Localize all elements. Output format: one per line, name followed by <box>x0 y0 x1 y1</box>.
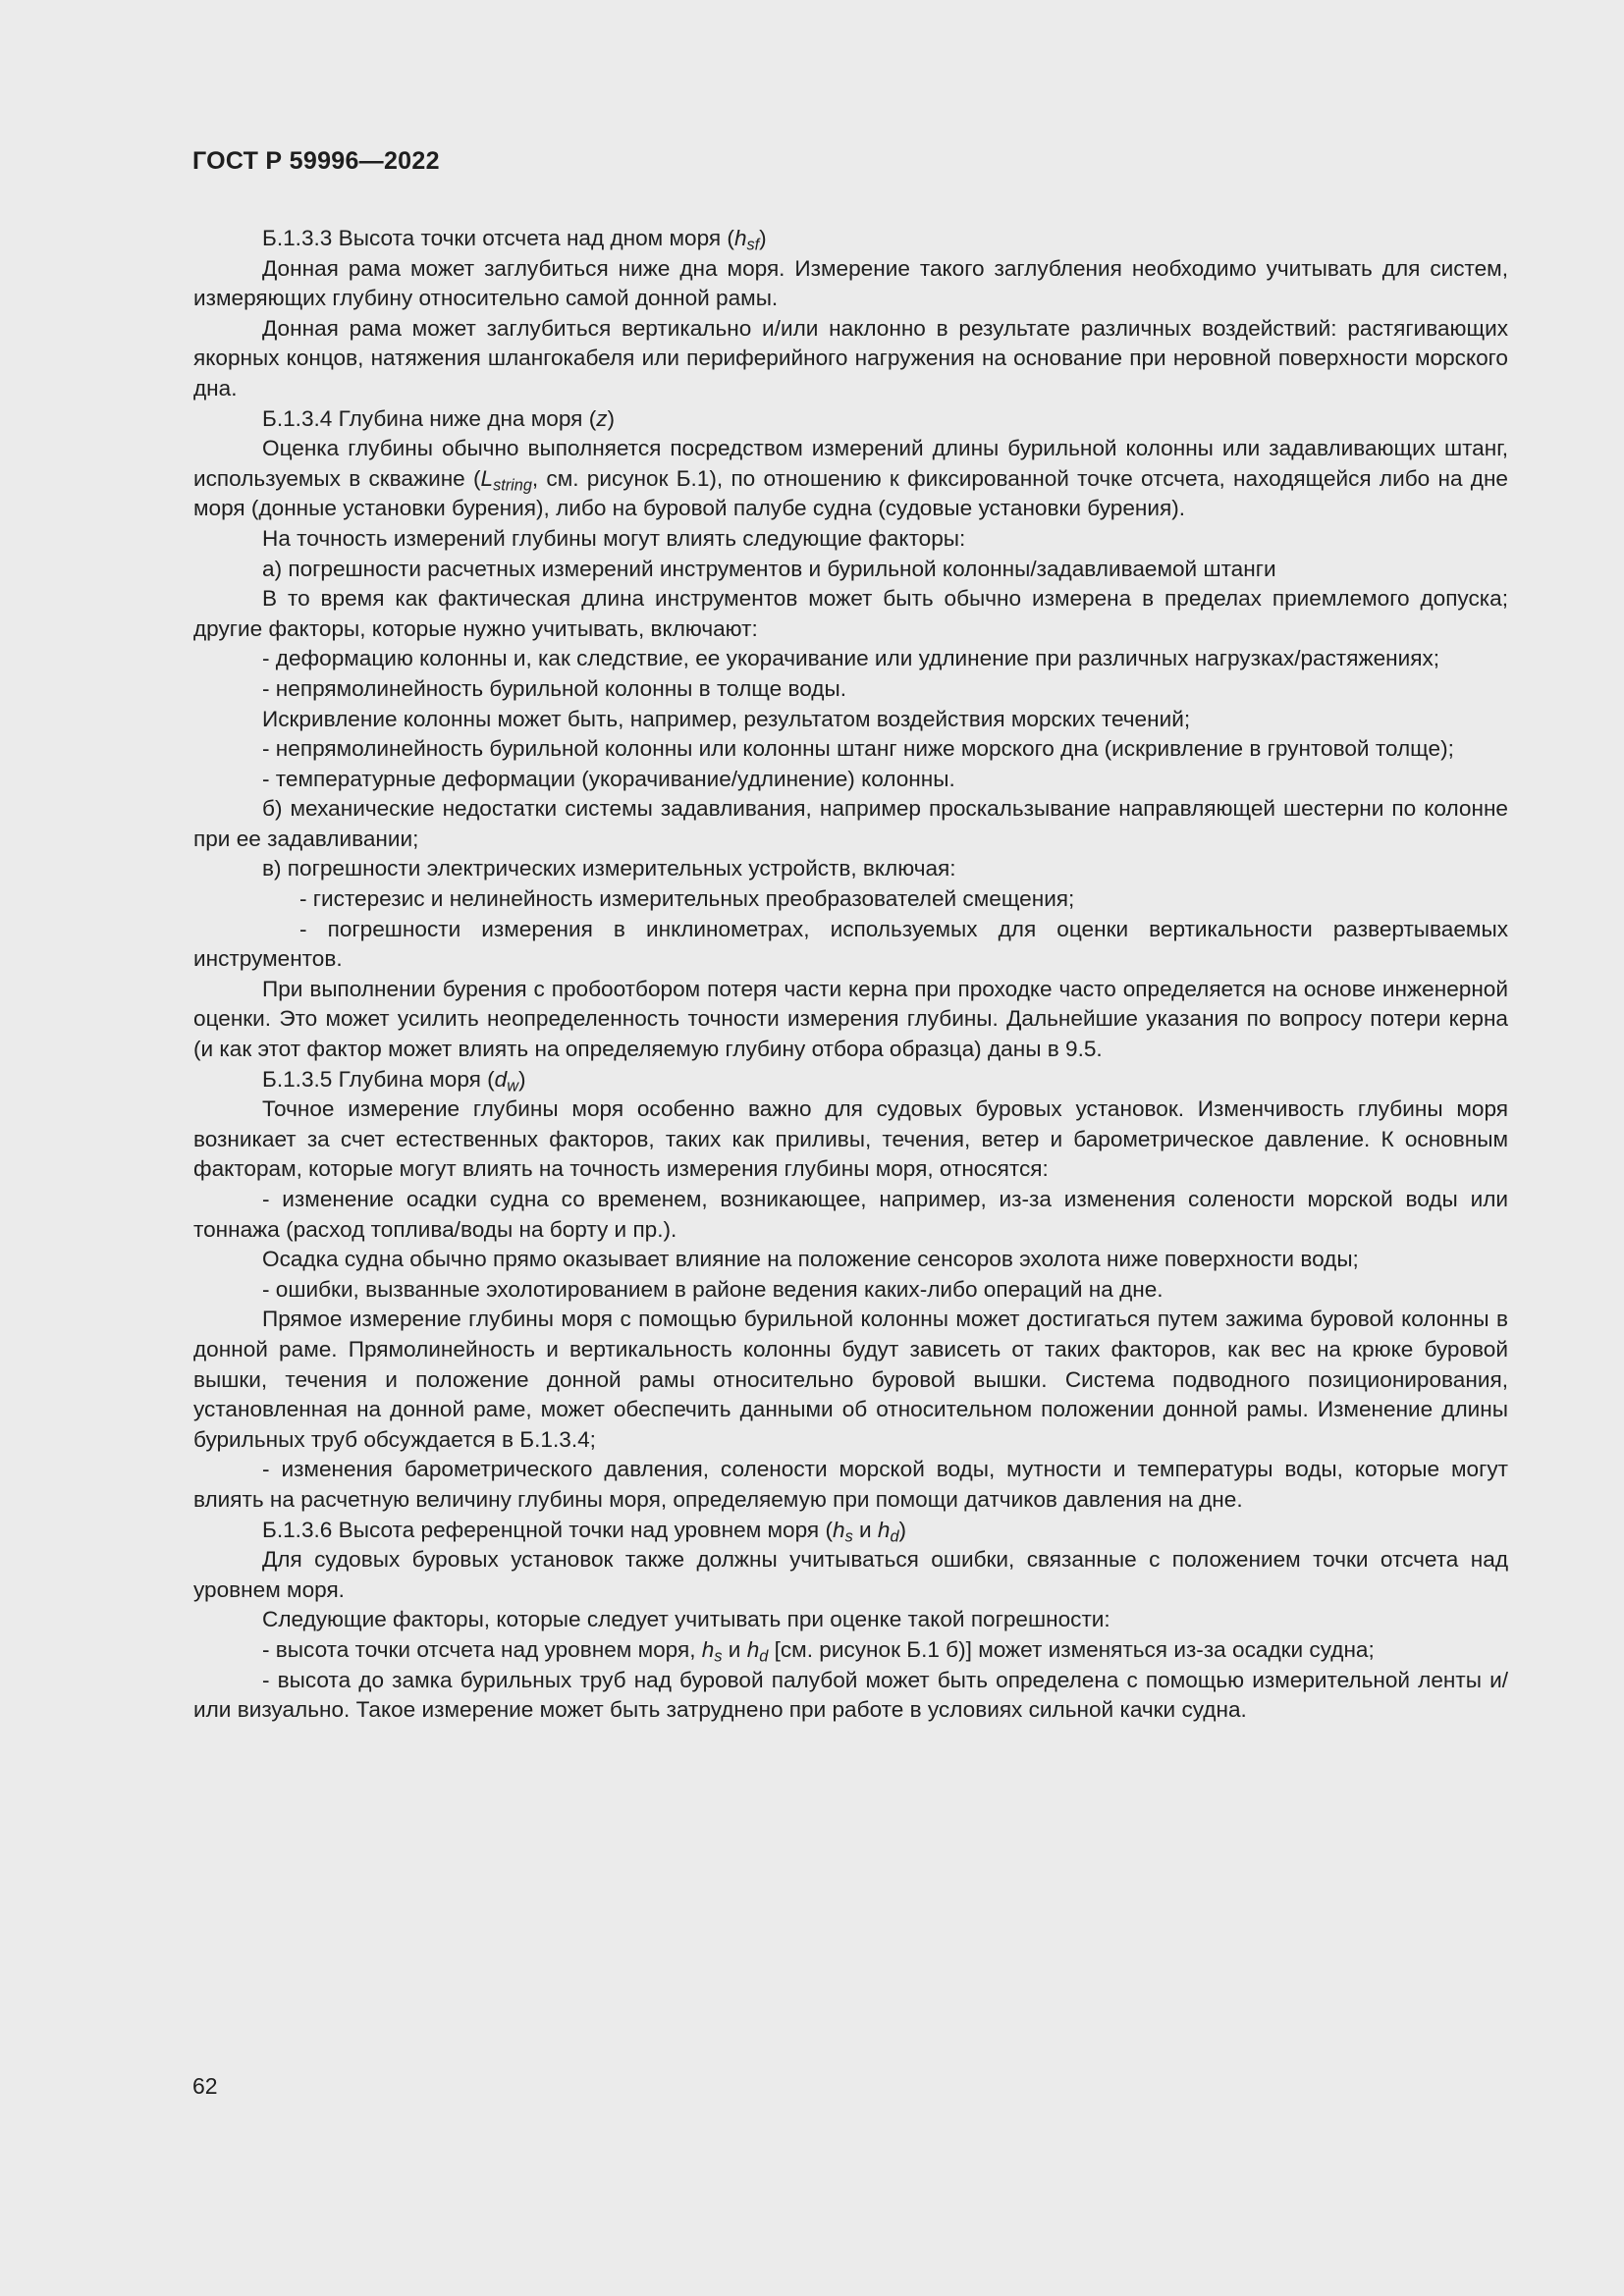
list-item: - изменение осадки судна со временем, возникающее, например, из-за изменения солености морской воды или тоннажа (расход топлива/воды на борту и пр.). <box>193 1187 1508 1242</box>
paragraph: В то время как фактическая длина инструментов может быть обычно измерена в пределах приемлемого допуска; другие факторы, которые нужно учитывать, включают: <box>193 586 1508 641</box>
section-heading-b-1-3-6: Б.1.3.6 Высота референцной точки над уровнем моря ($h_s$ и $h_d$) <box>262 1517 907 1546</box>
paragraph: Для судовых буровых установок также должны учитываться ошибки, связанные с положением точки отсчета над уровнем моря. <box>193 1547 1508 1602</box>
list-item: - изменения барометрического давления, солености морской воды, мутности и температуры воды, которые могут влиять на расчетную величину глубины моря, определяемую при помощи датчиков давления на дне. <box>193 1457 1508 1512</box>
section-heading-b-1-3-3: Б.1.3.3 Высота точки отсчета над дном моря $(h_{sf})$ <box>262 226 767 254</box>
paragraph: Оценка глубины обычно выполняется посредством измерений длины бурильной колонны или задавливающих штанг, используемых в скважине ($L_{string}$, см. рисунок Б.1), по отношению к фиксированной точке отсчета, находящейся либо на дне моря (донные установки бурения), либо на буровой палубе судна (судовые установки бурения). <box>193 436 1508 521</box>
list-item: б) механические недостатки системы задавливания, например проскальзывание направляющей шестерни по колонне при ее задавливании; <box>193 796 1508 851</box>
paragraph: Искривление колонны может быть, например, результатом воздействия морских течений; <box>262 706 1191 731</box>
list-item: - температурные деформации (укорачивание/удлинение) колонны. <box>262 766 955 791</box>
document-body <box>193 224 1508 1726</box>
list-item: - гистерезис и нелинейность измерительных преобразователей смещения; <box>299 886 1075 912</box>
paragraph: Донная рама может заглубиться вертикально и/или наклонно в результате различных воздействий: растягивающих якорных концов, натяжения шлангокабеля или периферийного нагружения на основание при неровной поверхности морского дна. <box>193 315 1508 400</box>
list-item: - высота до замка бурильных труб над буровой палубой может быть определена с помощью измерительной ленты и/или визуально. Такое измерение может быть затруднено при работе в условиях сильной качки судна. <box>193 1667 1508 1723</box>
page-number: 62 <box>192 2073 218 2099</box>
list-item: в) погрешности электрических измерительных устройств, включая: <box>262 856 956 881</box>
paragraph: Осадка судна обычно прямо оказывает влияние на положение сенсоров эхолота ниже поверхности воды; <box>262 1247 1359 1272</box>
list-item: - погрешности измерения в инклинометрах, используемых для оценки вертикальности развертываемых инструментов. <box>193 916 1508 972</box>
paragraph: Следующие факторы, которые следует учитывать при оценке такой погрешности: <box>262 1607 1110 1632</box>
paragraph: Прямое измерение глубины моря с помощью бурильной колонны может достигаться путем зажима буровой колонны в донной раме. Прямолинейность и вертикальность колонны будут зависеть от таких факторов, как вес на крюке буровой вышки, течения и положение донной рамы относительно буровой вышки. Система подводного позиционирования, установленная на донной раме, может обеспечить данными об относительном положении донной рамы. Изменение длины бурильных труб обсуждается в Б.1.3.4; <box>193 1307 1508 1452</box>
section-heading-b-1-3-4: Б.1.3.4 Глубина ниже дна моря (z) <box>262 405 616 431</box>
paragraph: Донная рама может заглубиться ниже дна моря. Измерение такого заглубления необходимо учитывать для систем, измеряющих глубину относительно самой донной рамы. <box>193 255 1508 311</box>
list-item: - деформацию колонны и, как следствие, ее укорачивание или удлинение при различных нагрузках/растяжениях; <box>262 646 1440 671</box>
section-heading-b-1-3-5: Б.1.3.5 Глубина моря $(d_w)$ <box>262 1066 526 1095</box>
paragraph: Точное измерение глубины моря особенно важно для судовых буровых установок. Изменчивость глубины моря возникает за счет естественных факторов, таких как приливы, течения, ветер и барометрическое давление. К основным факторам, которые могут влиять на точность измерения глубины моря, относятся: <box>193 1096 1508 1182</box>
document-header: ГОСТ Р 59996—2022 <box>192 147 440 175</box>
paragraph: На точность измерений глубины могут влиять следующие факторы: <box>262 525 966 551</box>
list-item: - высота точки отсчета над уровнем моря, $h_s$ и $h_d$ [см. рисунок Б.1 б)] может изменяться из-за осадки судна; <box>262 1636 1375 1666</box>
list-item: - непрямолинейность бурильной колонны или колонны штанг ниже морского дна (искривление в грунтовой толще); <box>262 736 1454 762</box>
list-item: - ошибки, вызванные эхолотированием в районе ведения каких-либо операций на дне. <box>262 1276 1164 1302</box>
paragraph: При выполнении бурения с пробоотбором потеря части керна при проходке часто определяется на основе инженерной оценки. Это может усилить неопределенность точности измерения глубины. Дальнейшие указания по вопросу потери керна (и как этот фактор может влиять на определяемую глубину отбора образца) даны в 9.5. <box>193 976 1508 1062</box>
list-item: а) погрешности расчетных измерений инструментов и бурильной колонны/задавливаемой штанги <box>262 556 1276 581</box>
list-item: - непрямолинейность бурильной колонны в толще воды. <box>262 675 847 701</box>
